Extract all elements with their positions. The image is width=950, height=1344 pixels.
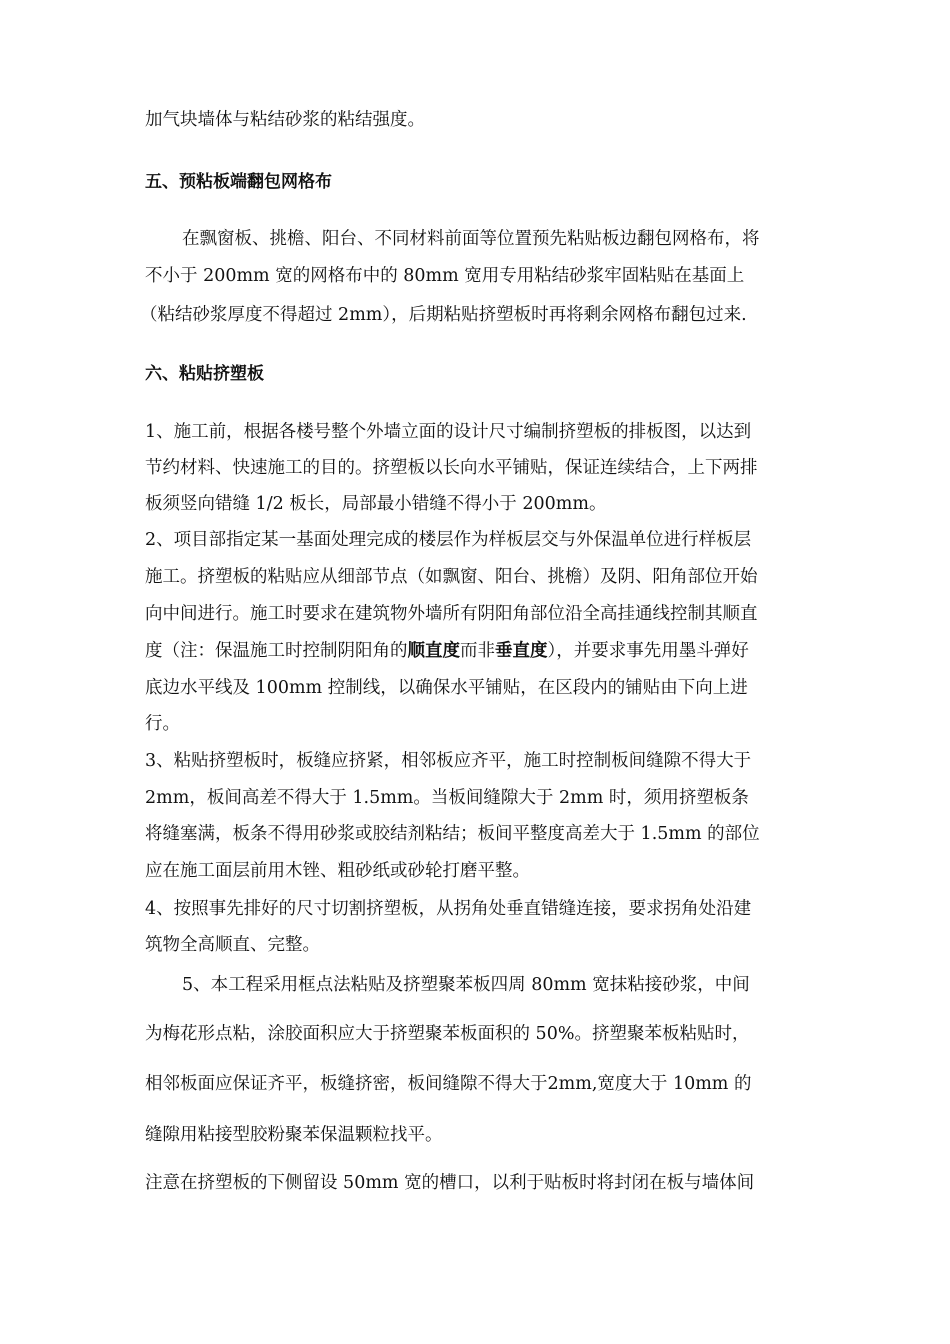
- paragraph-line: 在飘窗板、挑檐、阳台、不同材料前面等位置预先粘贴板边翻包网格布，将: [182, 229, 760, 249]
- bold-text-run: 垂直度: [495, 641, 548, 661]
- paragraph-line: 5、本工程采用框点法粘贴及挤塑聚苯板四周 80mm 宽抹粘接砂浆，中间: [182, 975, 750, 995]
- paragraph-line: 筑物全高顺直、完整。: [145, 935, 320, 955]
- paragraph-line: 4、按照事先排好的尺寸切割挤塑板，从拐角处垂直错缝连接，要求拐角处沿建: [145, 899, 752, 919]
- paragraph-line: 板须竖向错缝 1/2 板长，局部最小错缝不得小于 200mm。: [145, 494, 607, 514]
- text-run: 而非: [460, 641, 495, 661]
- bold-text-run: 顺直度: [407, 641, 460, 661]
- paragraph-line: 加气块墙体与粘结砂浆的粘结强度。: [145, 110, 425, 130]
- paragraph-line: 底边水平线及 100mm 控制线，以确保水平铺贴，在区段内的铺贴由下向上进: [145, 678, 748, 698]
- paragraph-line: [145, 639, 815, 663]
- paragraph-line: 3、粘贴挤塑板时，板缝应挤紧，相邻板应齐平，施工时控制板间缝隙不得大于: [145, 751, 752, 771]
- paragraph-line: 应在施工面层前用木锉、粗砂纸或砂轮打磨平整。: [145, 861, 530, 881]
- paragraph-line: 不小于 200mm 宽的网格布中的 80mm 宽用专用粘结砂浆牢固粘贴在基面上: [145, 266, 745, 286]
- section-heading-6: 六、粘贴挤塑板: [145, 364, 264, 384]
- paragraph-line: 施工。挤塑板的粘贴应从细部节点（如飘窗、阳台、挑檐）及阴、阳角部位开始: [145, 567, 758, 587]
- paragraph-line: 缝隙用粘接型胶粉聚苯保温颗粒找平。: [145, 1125, 443, 1145]
- paragraph-line: 将缝塞满，板条不得用砂浆或胶结剂粘结；板间平整度高差大于 1.5mm 的部位: [145, 824, 760, 844]
- paragraph-line: 向中间进行。施工时要求在建筑物外墙所有阴阳角部位沿全高挂通线控制其顺直: [145, 604, 758, 624]
- paragraph-line: 2、项目部指定某一基面处理完成的楼层作为样板层交与外保温单位进行样板层: [145, 530, 752, 550]
- paragraph-line: 1、施工前，根据各楼号整个外墙立面的设计尺寸编制挤塑板的排板图，以达到: [145, 422, 752, 442]
- paragraph-line: 注意在挤塑板的下侧留设 50mm 宽的槽口，以利于贴板时将封闭在板与墙体间: [145, 1173, 755, 1193]
- text-run: ），并要求事先用墨斗弹好: [547, 641, 749, 661]
- paragraph-line: 2mm，板间高差不得大于 1.5mm。当板间缝隙大于 2mm 时，须用挤塑板条: [145, 788, 749, 808]
- paragraph-line: 相邻板面应保证齐平，板缝挤密，板间缝隙不得大于2mm,宽度大于 10mm 的: [145, 1074, 752, 1094]
- paragraph-line: 节约材料、快速施工的目的。挤塑板以长向水平铺贴，保证连续结合，上下两排: [145, 458, 758, 478]
- paragraph-line: （粘结砂浆厚度不得超过 2mm），后期粘贴挤塑板时再将剩余网格布翻包过来.: [140, 305, 747, 325]
- paragraph-line: 行。: [145, 714, 180, 734]
- section-heading-5: 五、预粘板端翻包网格布: [145, 172, 332, 192]
- text-run: 度（注：保温施工时控制阴阳角的: [145, 641, 408, 661]
- paragraph-line: 为梅花形点粘，涂胶面积应大于挤塑聚苯板面积的 50%。挤塑聚苯板粘贴时，: [145, 1024, 750, 1044]
